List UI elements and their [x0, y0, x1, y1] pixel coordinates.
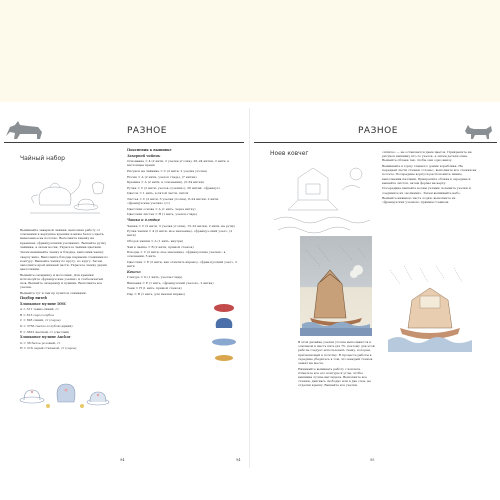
anchor-item: H = 216 серый стальной, ст (серое) [20, 346, 77, 351]
dmc-item: C = 828 синий, ст (серое) [20, 318, 61, 323]
cake-subheading: Кексы: [127, 269, 141, 274]
page-fold [249, 108, 250, 468]
left-page-number: 94 [120, 458, 125, 462]
right-paragraph: В этой дизайне узелки уголка выполняются в основном в шесть пять (из 75, поэтому для этой работы следует использовать схему, которая, прилагающей к полотну. В процессе работы в середине убедитесь в том, что каждый стежок лежит на месте. [298, 340, 375, 366]
dmc-heading: Хлопковое мулине DMC [20, 301, 67, 306]
right-subtitle: Ноев ковчег [270, 150, 309, 157]
instruction-line: Цветок = 1 нить, в пятой части, пятой [127, 191, 189, 196]
threads-heading: Подбор нитей [20, 296, 47, 300]
header-rule-right [254, 136, 497, 143]
instruction-line: Рисунок на чайнике = С (2 нити, 2 узелка уголка) [127, 168, 207, 173]
cup-line: Вишенка = Е (1 нить, «французский узелок», 2 витка) [127, 280, 214, 285]
ark-pattern-sketch [268, 160, 376, 236]
cup-line: Глазурь = G (1 нить, узелок-гладь) [127, 275, 183, 280]
anchor-heading: Хлопковое мулине Anchor [20, 335, 71, 340]
instruction-line: Цветочки основа = А (1 нить, через нитку) [127, 206, 196, 211]
cups-colored-chart [18, 360, 114, 416]
left-subtitle: Чайный набор [20, 155, 65, 162]
goat-silhouette-icon [462, 122, 494, 140]
teapot-pattern-sketch [20, 165, 110, 223]
photo-water-band [300, 328, 372, 336]
instructions-column [127, 148, 237, 298]
right-paragraph: «штиль» — не оставляется днем цветок. Прикрепите на рисунок вышивку кто-то узелок, а затем детали окна. Вышейте облака так, чтобы они одно внизу. [382, 150, 472, 163]
instruction-line: Основание = 4 (2 нити, 2 узелка уголка), 26–24 нитки, 2 нити, в настоящее время [127, 159, 230, 168]
cup-line: Ручка чашки = 4 (2 нити, мое значение), «француз-ский узел», (2 нити) [127, 229, 233, 238]
dmc-item: A = 311 темно-синий, ст [20, 307, 59, 312]
intro-paragraph: Затем вышивайте чашку и блюдце, выполнив чашку сверху вниз. Выполните блюдце парными стежками по контуру. Вышейте чашку по кругу, по кругу. Затем заполните крой нижней части. Украсьте чашку двумя цветочками. [20, 250, 109, 272]
right-section-title: РАЗНОЕ [358, 126, 398, 136]
left-section-title: РАЗНОЕ [127, 126, 167, 136]
cup-line: Блюдце = С (2 нити, мое значение), «французские узелки», в основании, 5 нить [127, 250, 226, 259]
cup-line: Чай в чашке = В (2 нити, прямой стежок) [127, 244, 194, 249]
cup-line: Цветочки = Е (2 нити, как отметить вправо), «фран-цузский узел», 2 нити [127, 259, 237, 269]
animals-colored-chart [384, 262, 476, 362]
right-page-number: 95 [370, 458, 375, 462]
cup-line: Тени = Н (1 нить, прямой стежок) [127, 286, 182, 291]
instruction-line: Листья = С (2 нити, 3 узелка уголка), 8–24 нитки, 2 нити, «французские узелки» (ст) [127, 196, 220, 206]
cup-line: Чашка = С (2 нити, 3 узелка уголка), 15–22 нитки, 2 нити, на ручку [127, 223, 236, 228]
intro-paragraph: Вышейте сахарницу и молочник. Для крышки используйте «французские узелки» и стебельчатый шов. Вышейте сахарницу и кувшин. Выполните все узелки. [20, 272, 104, 290]
dmc-item: E = 3823 желтый, ст (светлый) [20, 329, 70, 334]
right-paragraph: Вышейте нижнюю часть лодки, выполните из «французских узелков» прямым стежком. [382, 196, 456, 205]
instruction-line: Цветочки листья = Н (1 нить, узелок-гладь) [127, 212, 198, 217]
left-intro-text [20, 228, 110, 297]
right-col2-text [382, 150, 478, 206]
dmc-item: B = 813 серо-голубое [20, 312, 54, 317]
right-col1-text [298, 340, 376, 389]
intro-paragraph: Вышивайте заварной чайник, выполняя работу от основания к верхушке крышки и ниже белого цвета, нанесенное на полотно. Выполните каемку на краешках «французскими узелками». Вышейте ручку чайника, а затем носик. Украсьте чайник цветами. [20, 228, 107, 249]
right-paragraph: Вышивайте в горку главного домик кораблика. На передней части стежки «слона», выполните все стежки на полосы. Посередине корпуса расположите линию выполнения пазлами. Прикрепите облака в середине и вышейте листок, затем формы на верху. [382, 164, 477, 185]
header-rule-left [4, 136, 244, 143]
instruction-line: Крышка = А (2 нити, в основании), (3–34 нитки) [127, 180, 204, 185]
intro-paragraph: Вышейте тут и там пр пунктов спинками. [20, 291, 87, 296]
teaware-color-swatches [206, 300, 242, 370]
ark-embroidery-overlay [300, 240, 372, 332]
right-paragraph: Начинайте вышивать работу с ковчега. Отметьте все его контуры и углы, чтобы вышивка лучше выглядела. Выполните все стежки, двигаясь свободно или в два слоя, не отделяя крышу. Вышейте все узелки. [298, 366, 371, 388]
cup-line: Пар = В (1 нить, для значки вправо) [127, 292, 186, 297]
top-band [0, 0, 500, 102]
instructions-heading: Пояснения к вышивке [127, 148, 172, 152]
threads-block [20, 296, 110, 352]
cup-subheading: Чашка и блюдце [127, 217, 160, 222]
right-paragraph: Посередине вышейте волны узлами; возьмите узелки и соедините их «волнами». Затем вышивайте небо. [382, 186, 471, 195]
instruction-line: Носик = А (2 нити, узелок гладь), (7 нитки) [127, 174, 197, 179]
teapot-subheading: Заварной чайник [127, 153, 161, 158]
middle-page-number: 94 [236, 458, 241, 462]
anchor-item: G = 36 белое розовый, ст [20, 340, 61, 345]
cup-line: Ободок чашки = A (1 нить, внутри) [127, 238, 183, 243]
dmc-item: D = 3756 светло-голубой (яркий) [20, 323, 73, 328]
instruction-line: Ручка = С (2 нити, узелок-«узелки»), 26 нитей; «француз» [127, 185, 221, 190]
